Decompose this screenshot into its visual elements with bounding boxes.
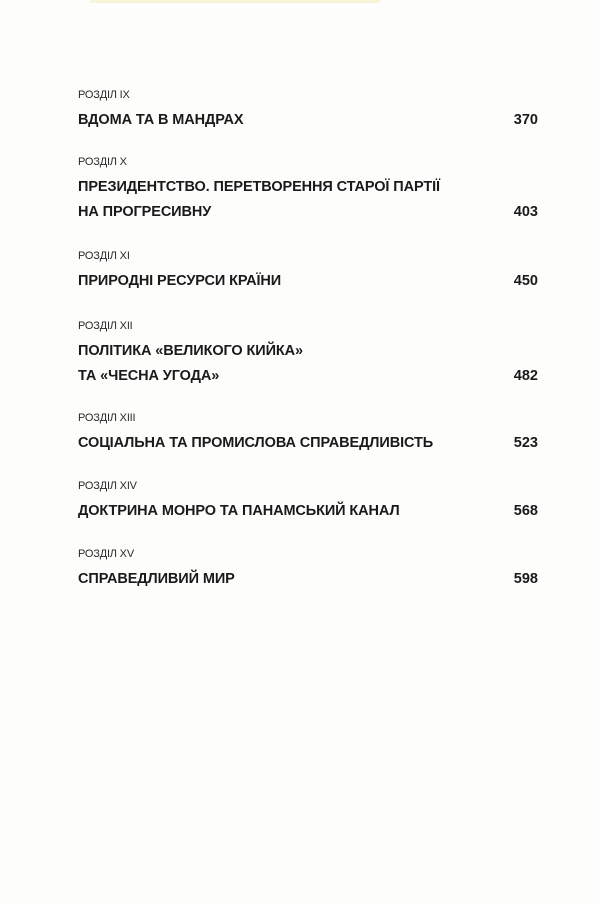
chapter-title [78,567,235,592]
title-line: СПРАВЕДЛИВИЙ МИР [78,571,235,587]
toc-entry-12 [78,319,538,389]
chapter-label: РОЗДІЛ XV [78,548,134,560]
page-number: 482 [513,368,538,384]
chapter-title [78,499,400,524]
toc-entry-11 [78,249,538,294]
toc-entry-14 [78,479,538,524]
title-line: ПРИРОДНІ РЕСУРСИ КРАЇНИ [78,273,282,289]
toc-entry-15 [78,547,538,592]
chapter-label: РОЗДІЛ XIV [78,480,137,492]
page-number: 598 [513,571,538,587]
toc-entry-9 [78,88,538,133]
title-line: ДОКТРИНА МОНРО ТА ПАНАМСЬКИЙ КАНАЛ [78,503,400,519]
chapter-title [78,339,303,389]
chapter-label: РОЗДІЛ XIII [78,412,136,424]
chapter-label: РОЗДІЛ X [78,156,127,168]
title-line: ВДОМА ТА В МАНДРАХ [78,112,244,128]
title-line: НА ПРОГРЕСИВНУ [78,204,212,220]
chapter-label: РОЗДІЛ IX [78,89,130,101]
chapter-label: РОЗДІЛ XI [78,250,130,262]
page-number: 370 [513,112,538,128]
title-line: ПРЕЗИДЕНТСТВО. ПЕРЕТВОРЕННЯ СТАРОЇ ПАРТІЇ [78,179,440,195]
toc-entry-10 [78,155,538,225]
page-number: 450 [513,273,538,289]
page-number: 523 [513,435,538,451]
title-line: ТА «ЧЕСНА УГОДА» [78,368,220,384]
chapter-title [78,431,433,456]
chapter-title [78,108,244,133]
chapter-title [78,269,281,294]
title-line: ПОЛІТИКА «ВЕЛИКОГО КИЙКА» [78,343,304,359]
page-number: 568 [513,503,538,519]
title-line: СОЦІАЛЬНА ТА ПРОМИСЛОВА СПРАВЕДЛИВІСТЬ [78,435,434,451]
toc-entry-13 [78,411,538,456]
scan-edge [90,0,380,3]
chapter-title [78,175,440,225]
chapter-label: РОЗДІЛ XII [78,320,133,332]
page-number: 403 [513,204,538,220]
